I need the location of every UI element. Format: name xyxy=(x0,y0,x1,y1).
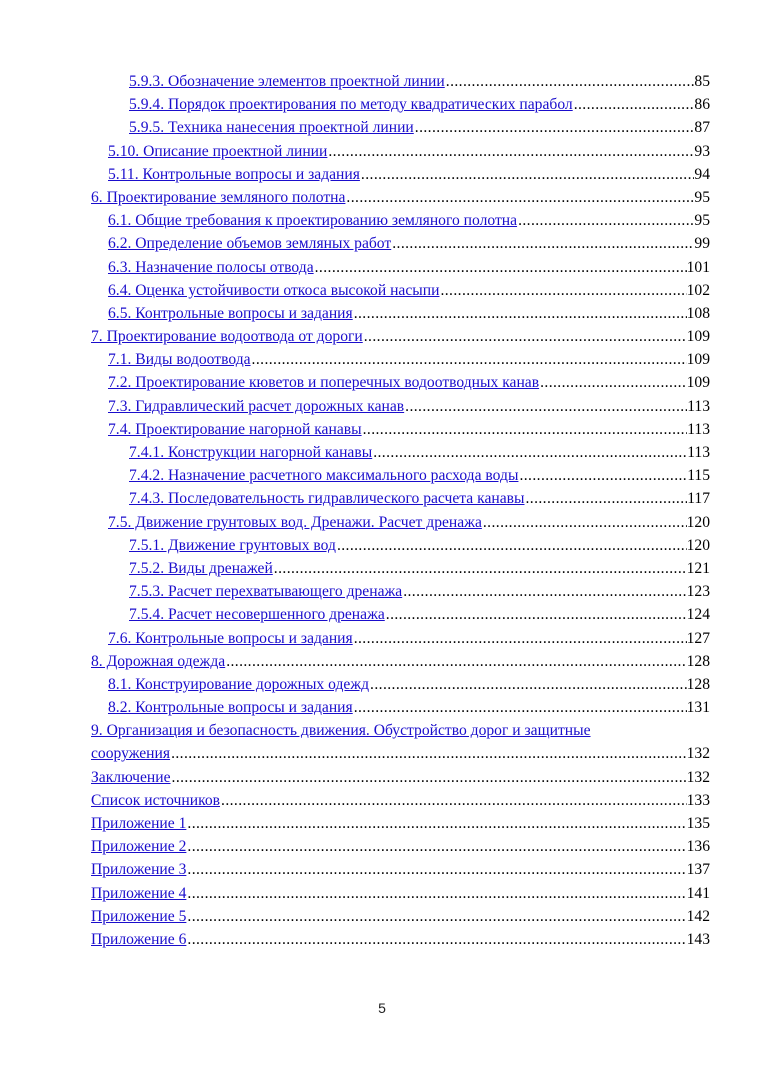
toc-entry-title[interactable]: 8.2. Контрольные вопросы и задания xyxy=(108,699,353,717)
toc-entry-title[interactable]: 6. Проектирование земляного полотна xyxy=(91,188,346,206)
toc-leader-dots xyxy=(446,70,695,93)
toc-entry-page: 86 xyxy=(694,96,710,114)
toc-leader-dots xyxy=(440,279,686,302)
toc-entry-page: 113 xyxy=(687,444,710,461)
toc-entry[interactable] xyxy=(129,93,710,116)
toc-leader-dots xyxy=(187,928,686,951)
toc-leader-dots xyxy=(187,835,686,858)
toc-entry-page: 131 xyxy=(686,699,710,717)
toc-entry-title[interactable]: 7.4.3. Последовательность гидравлического расчета канавы xyxy=(129,490,525,508)
toc-entry-title-line1[interactable]: 9. Организация и безопасность движения. Обустройство дорог и защитные xyxy=(91,722,591,740)
toc-entry[interactable] xyxy=(108,348,710,371)
toc-leader-dots xyxy=(346,186,694,209)
toc-entry-title[interactable]: 7.3. Гидравлический расчет дорожных канав xyxy=(108,397,405,415)
toc-leader-dots xyxy=(187,858,686,881)
toc-leader-dots xyxy=(392,232,694,255)
toc-leader-dots xyxy=(373,441,687,464)
toc-entry[interactable] xyxy=(108,627,710,650)
toc-entry-title[interactable]: 6.4. Оценка устойчивости откоса высокой насыпи xyxy=(108,281,440,299)
toc-entry-title[interactable]: 7.4.2. Назначение расчетного максимального расхода воды xyxy=(129,467,519,485)
toc-entry-page: 85 xyxy=(694,73,710,90)
toc-entry[interactable] xyxy=(129,603,710,626)
toc-entry-page: 109 xyxy=(686,374,710,392)
toc-entry-title[interactable]: 7.4. Проектирование нагорной канавы xyxy=(108,420,362,438)
toc-entry[interactable] xyxy=(129,580,710,603)
toc-entry-page: 132 xyxy=(686,745,710,763)
toc-leader-dots xyxy=(364,325,687,348)
toc-leader-dots xyxy=(415,116,695,139)
toc-entry-page: 101 xyxy=(686,258,710,276)
toc-entry-title[interactable]: 7.4.1. Конструкции нагорной канавы xyxy=(129,444,373,461)
toc-entry[interactable] xyxy=(91,325,710,348)
toc-entry-page: 142 xyxy=(686,907,710,925)
toc-entry-title[interactable]: 7.5.3. Расчет перехватывающего дренажа xyxy=(129,583,403,601)
toc-entry-title[interactable]: 7. Проектирование водоотвода от дороги xyxy=(91,328,363,346)
toc-leader-dots xyxy=(518,209,694,232)
toc-entry-page: 95 xyxy=(694,212,710,230)
toc-leader-dots xyxy=(252,348,687,371)
toc-leader-dots xyxy=(386,603,687,626)
toc-entry[interactable] xyxy=(129,557,710,580)
toc-leader-dots xyxy=(172,766,687,789)
table-of-contents xyxy=(0,70,764,951)
toc-entry[interactable] xyxy=(91,928,710,951)
toc-entry-title[interactable]: 6.5. Контрольные вопросы и задания xyxy=(108,304,353,322)
toc-entry[interactable] xyxy=(91,766,710,789)
toc-entry-title[interactable]: Приложение 5 xyxy=(91,907,187,925)
toc-entry[interactable] xyxy=(108,696,710,719)
toc-leader-dots xyxy=(361,163,694,186)
toc-entry[interactable] xyxy=(129,116,710,139)
toc-entry-page: 87 xyxy=(694,119,710,137)
toc-entry[interactable] xyxy=(129,534,710,557)
toc-leader-dots xyxy=(221,789,687,812)
toc-leader-dots xyxy=(525,487,687,510)
toc-entry[interactable] xyxy=(129,487,710,510)
toc-entry-page: 109 xyxy=(686,351,710,369)
toc-entry-title[interactable]: Приложение 4 xyxy=(91,884,187,902)
toc-entry-title-line2[interactable]: сооружения xyxy=(91,745,171,763)
toc-entry-page: 120 xyxy=(686,536,710,554)
toc-leader-dots xyxy=(405,395,687,418)
toc-entry[interactable] xyxy=(129,464,710,487)
toc-entry[interactable] xyxy=(91,858,710,881)
toc-entry-page: 137 xyxy=(686,861,710,879)
toc-entry-page: 99 xyxy=(694,235,710,253)
toc-entry-title[interactable]: 6.2. Определение объемов земляных работ xyxy=(108,235,392,253)
toc-entry[interactable] xyxy=(108,673,710,696)
toc-leader-dots xyxy=(574,93,695,116)
toc-entry-page: 124 xyxy=(686,606,710,624)
toc-entry[interactable] xyxy=(91,905,710,928)
toc-entry-page: 133 xyxy=(686,791,710,809)
toc-entry-page: 121 xyxy=(686,559,710,577)
toc-entry-page: 135 xyxy=(686,815,710,833)
toc-entry[interactable] xyxy=(108,163,710,186)
toc-entry[interactable] xyxy=(129,441,710,464)
toc-entry-title[interactable]: Приложение 6 xyxy=(91,930,187,948)
toc-entry[interactable] xyxy=(108,232,710,255)
toc-entry[interactable] xyxy=(108,418,710,441)
toc-entry[interactable] xyxy=(91,186,710,209)
toc-entry-page: 123 xyxy=(686,583,710,601)
toc-entry-title[interactable]: 6.1. Общие требования к проектированию земляного полотна xyxy=(108,212,518,230)
toc-leader-dots xyxy=(483,511,687,534)
toc-entry-title[interactable]: 7.6. Контрольные вопросы и задания xyxy=(108,629,353,647)
toc-entry-page: 143 xyxy=(686,930,710,948)
toc-entry-title[interactable]: 7.5.2. Виды дренажей xyxy=(129,559,273,577)
toc-entry-title[interactable]: 7.1. Виды водоотвода xyxy=(108,351,251,369)
toc-entry[interactable] xyxy=(108,511,710,534)
toc-entry-title[interactable]: 7.5.1. Движение грунтовых вод xyxy=(129,536,336,554)
toc-entry-title[interactable]: 5.9.4. Порядок проектирования по методу квадратических парабол xyxy=(129,96,573,114)
toc-leader-dots xyxy=(363,418,688,441)
toc-leader-dots xyxy=(354,302,687,325)
toc-entry-page: 128 xyxy=(686,675,710,693)
toc-entry-page: 102 xyxy=(686,281,710,299)
toc-entry[interactable] xyxy=(108,279,710,302)
toc-leader-dots xyxy=(187,905,686,928)
toc-entry-title[interactable]: Приложение 2 xyxy=(91,838,187,856)
toc-entry-title[interactable]: Заключение xyxy=(91,768,171,786)
toc-entry-page: 113 xyxy=(687,397,710,415)
toc-leader-dots xyxy=(226,650,686,673)
toc-entry[interactable] xyxy=(108,302,710,325)
toc-entry-page: 127 xyxy=(686,629,710,647)
toc-entry-title[interactable]: 8. Дорожная одежда xyxy=(91,652,226,670)
page-number: 5 xyxy=(378,1000,386,1016)
toc-entry-page: 93 xyxy=(694,142,710,160)
toc-entry-page: 132 xyxy=(686,768,710,786)
toc-entry-page: 115 xyxy=(687,467,710,485)
toc-entry-title[interactable]: Список источников xyxy=(91,791,221,809)
toc-entry-title[interactable]: 5.10. Описание проектной линии xyxy=(108,142,328,160)
toc-entry-title[interactable]: 7.5. Движение грунтовых вод. Дренажи. Расчет дренажа xyxy=(108,513,482,531)
toc-leader-dots xyxy=(354,627,687,650)
toc-entry-page: 136 xyxy=(686,838,710,856)
toc-entry-title[interactable]: Приложение 3 xyxy=(91,861,187,879)
toc-entry-title[interactable]: 5.9.3. Обозначение элементов проектной линии xyxy=(129,73,445,90)
toc-entry-page: 108 xyxy=(686,304,710,322)
toc-leader-dots xyxy=(337,534,687,557)
toc-leader-dots xyxy=(171,742,687,765)
toc-leader-dots xyxy=(370,673,687,696)
toc-entry-wrapped[interactable] xyxy=(91,719,710,765)
toc-leader-dots xyxy=(274,557,687,580)
toc-entry[interactable] xyxy=(108,371,710,394)
toc-entry-page: 95 xyxy=(694,188,710,206)
toc-entry[interactable] xyxy=(91,789,710,812)
toc-leader-dots xyxy=(519,464,687,487)
toc-entry-page: 128 xyxy=(686,652,710,670)
toc-entry[interactable] xyxy=(108,256,710,279)
toc-entry-title[interactable]: 5.11. Контрольные вопросы и задания xyxy=(108,165,360,183)
toc-entry[interactable] xyxy=(91,835,710,858)
toc-leader-dots xyxy=(187,812,686,835)
toc-entry-title[interactable]: 8.1. Конструирование дорожных одежд xyxy=(108,675,370,693)
toc-entry-title[interactable]: Приложение 1 xyxy=(91,815,187,833)
toc-entry-page: 109 xyxy=(686,328,710,346)
toc-leader-dots xyxy=(328,140,694,163)
toc-entry-title[interactable]: 5.9.5. Техника нанесения проектной линии xyxy=(129,119,414,137)
toc-entry-page: 117 xyxy=(687,490,710,508)
toc-entry[interactable] xyxy=(108,395,710,418)
toc-entry-title[interactable]: 7.2. Проектирование кюветов и поперечных водоотводных канав xyxy=(108,374,540,392)
toc-entry[interactable] xyxy=(91,812,710,835)
toc-entry[interactable] xyxy=(108,140,710,163)
toc-entry[interactable] xyxy=(108,209,710,232)
toc-entry-page: 141 xyxy=(686,884,710,902)
toc-entry[interactable] xyxy=(129,70,710,93)
toc-leader-dots xyxy=(187,882,686,905)
toc-entry-page: 120 xyxy=(686,513,710,531)
toc-entry-page: 94 xyxy=(694,165,710,183)
toc-entry-title[interactable]: 6.3. Назначение полосы отвода xyxy=(108,258,314,276)
toc-entry-page: 113 xyxy=(687,420,710,438)
toc-leader-dots xyxy=(354,696,687,719)
toc-leader-dots xyxy=(540,371,687,394)
toc-entry-title[interactable]: 7.5.4. Расчет несовершенного дренажа xyxy=(129,606,385,624)
toc-entry[interactable] xyxy=(91,650,710,673)
toc-entry[interactable] xyxy=(91,882,710,905)
toc-leader-dots xyxy=(315,256,687,279)
toc-leader-dots xyxy=(403,580,686,603)
